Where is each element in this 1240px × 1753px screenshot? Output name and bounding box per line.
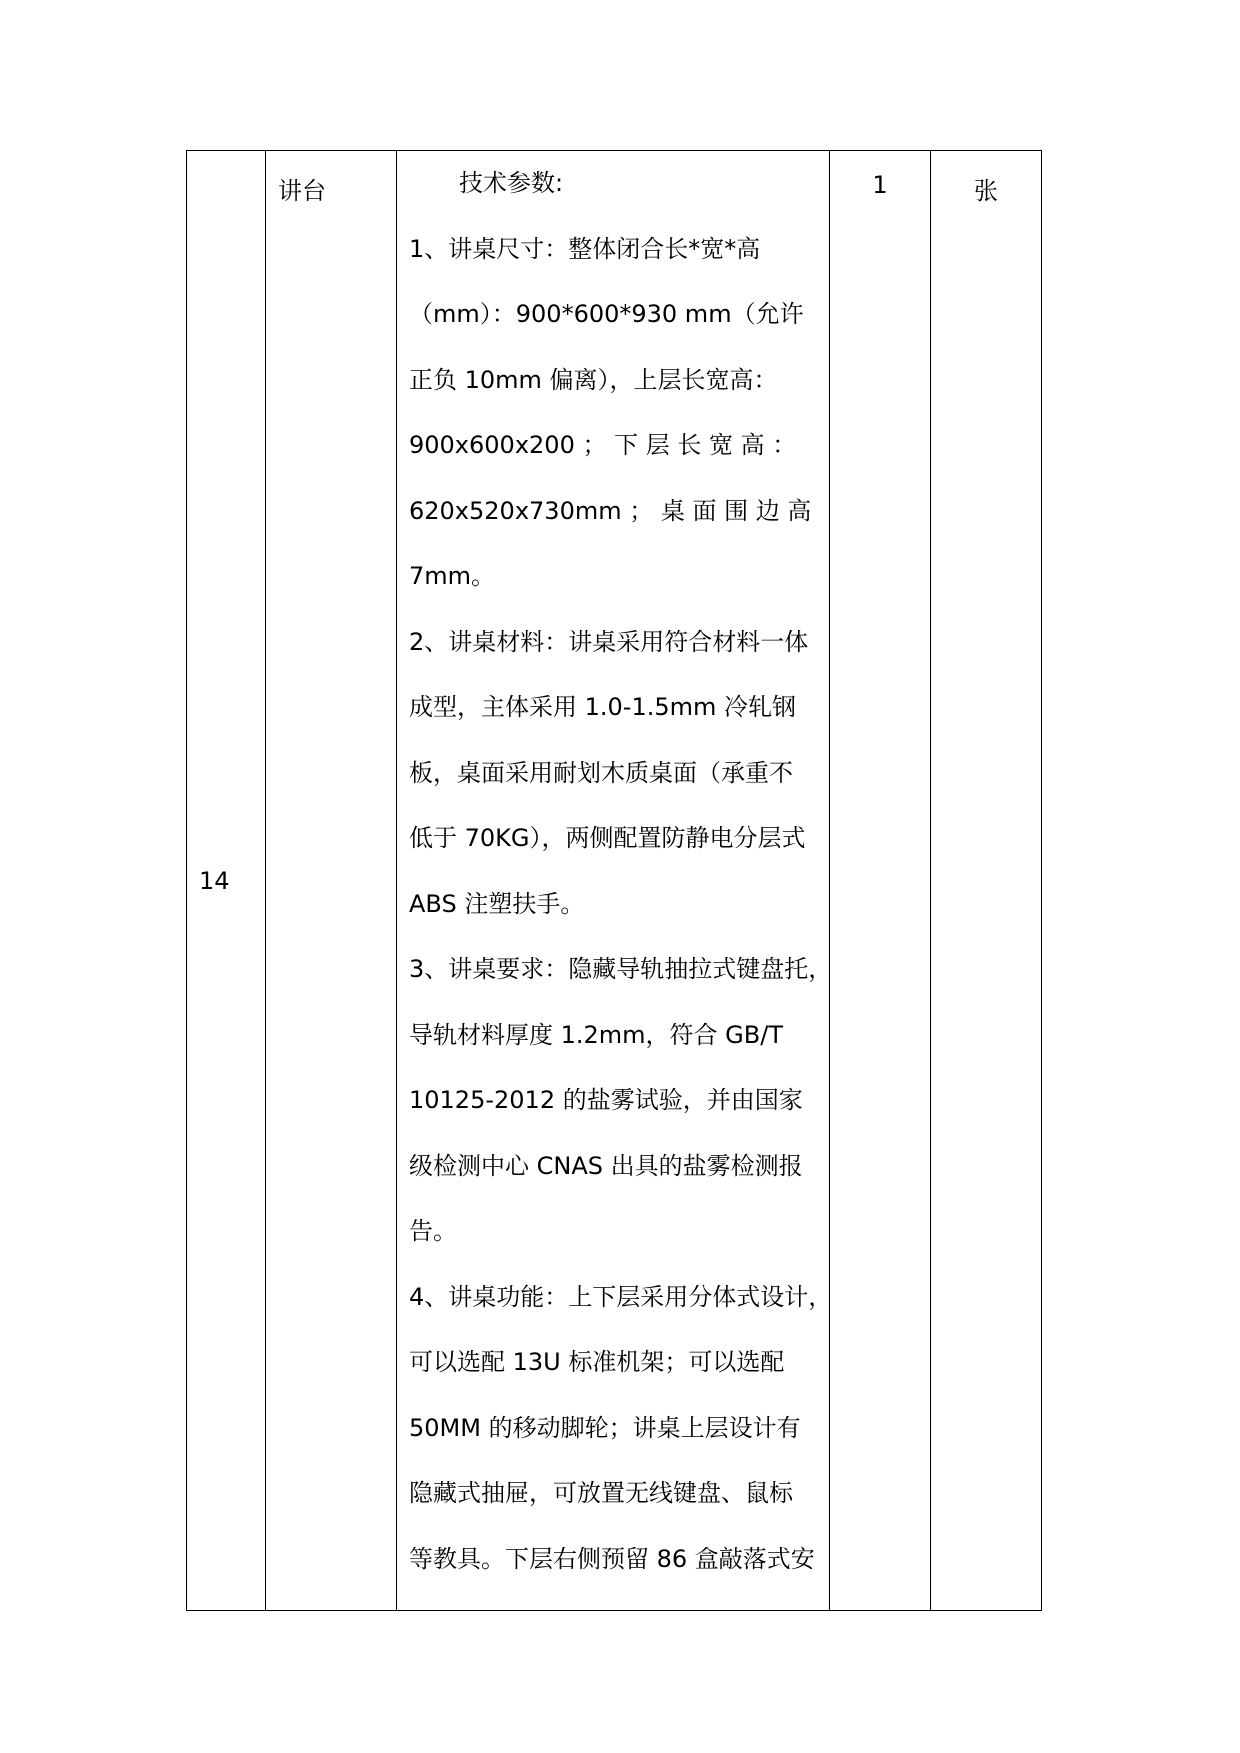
param-line: 50MM 的移动脚轮；讲桌上层设计有 [409,1413,801,1442]
spec-table [186,150,1042,1611]
item-name: 讲台 [266,151,397,1611]
param-line: 成型，主体采用 1.0-1.5mm 冷轧钢 [409,693,797,721]
param-line: 可以选配 13U 标准机架；可以选配 [409,1348,785,1376]
param-line: 正负 10mm 偏离），上层长宽高： [409,365,778,394]
param-line: 2、讲桌材料：讲桌采用符合材料一体 [409,627,809,656]
param-line: 3、讲桌要求：隐藏导轨抽拉式键盘托， [409,955,833,983]
param-line: 4、讲桌功能：上下层采用分体式设计， [409,1282,833,1311]
param-line: 板，桌面采用耐划木质桌面（承重不 [409,758,793,787]
param-line: 导轨材料厚度 1.2mm，符合 GB/T [409,1020,783,1049]
param-line: 10125-2012 的盐雾试验，并由国家 [409,1086,803,1114]
param-line: 等教具。下层右侧预留 86 盒敲落式安 [409,1544,815,1573]
param-line: 技术参数: [459,169,564,197]
param-line: （mm）：900*600*930 mm（允许 [409,300,804,328]
item-quantity: 1 [830,151,931,1611]
param-line: 900x600x200 ； 下 层 长 宽 高 ： [409,431,797,459]
param-line: ABS 注塑扶手。 [409,889,585,918]
param-lines [409,169,833,1610]
param-line: 隐藏式抽屉，可放置无线键盘、鼠标 [409,1479,793,1507]
param-line: 低于 70KG），两侧配置防静电分层式 [409,824,806,852]
item-number: 14 [187,151,266,1611]
item-unit: 张 [931,151,1042,1611]
technical-params-cell [397,151,833,1611]
param-line: 1、讲桌尺寸：整体闭合长*宽*高 [409,234,761,263]
param-line: 7mm。 [409,562,496,590]
param-line: 告。 [409,1217,457,1245]
table-row [187,151,1042,1611]
param-line: 620x520x730mm ； 桌 面 围 边 高 [409,496,812,525]
param-line: 级检测中心 CNAS 出具的盐雾检测报 [409,1151,803,1180]
